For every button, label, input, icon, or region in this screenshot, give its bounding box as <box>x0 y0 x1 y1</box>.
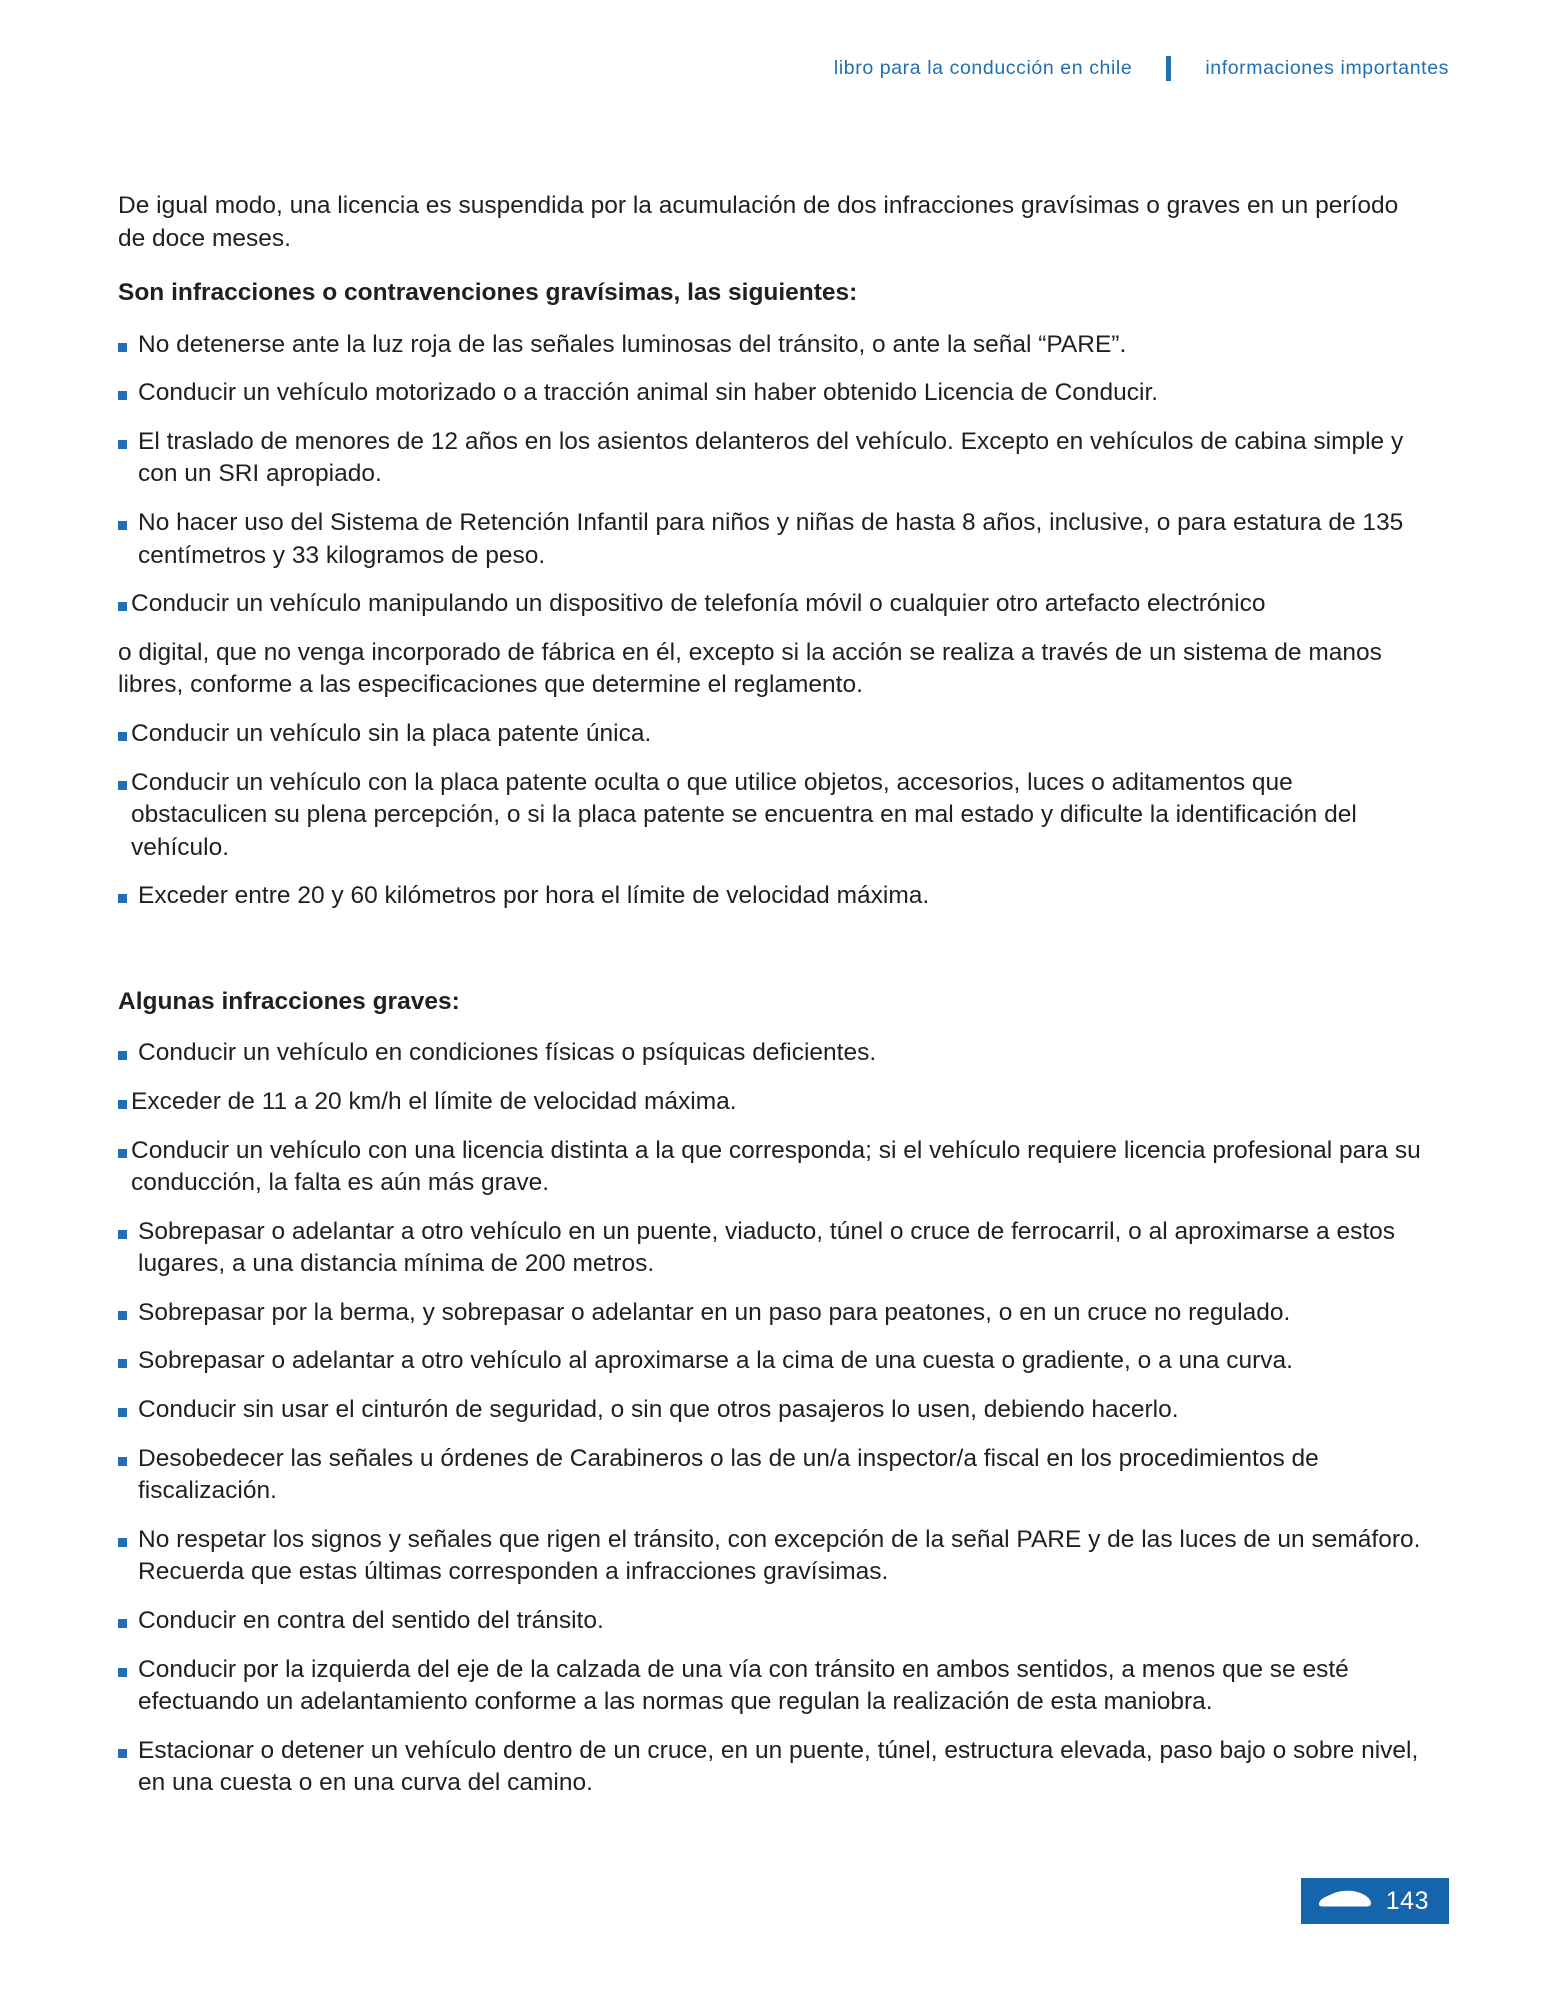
list-item-text: El traslado de menores de 12 años en los asientos delanteros del vehículo. Excepto en vehículos de cabina simple y con un SRI apropiado. <box>138 427 1404 488</box>
page-header <box>834 56 1449 81</box>
list-item-text: Conducir un vehículo manipulando un dispositivo de telefonía móvil o cualquier otro artefacto electrónico <box>131 590 1266 618</box>
list-item <box>118 1524 1430 1589</box>
intro-paragraph: De igual modo, una licencia es suspendida por la acumulación de dos infracciones gravísimas o graves en un período de doce meses. <box>118 192 1399 252</box>
list-gravisimas <box>118 329 1430 913</box>
list-item-text: Conducir un vehículo motorizado o a tracción animal sin haber obtenido Licencia de Conducir. <box>138 379 1159 407</box>
list-item-text: Sobrepasar o adelantar a otro vehículo al aproximarse a la cima de una cuesta o gradiente, o a una curva. <box>138 1347 1293 1375</box>
bullet-square-icon <box>118 732 127 741</box>
list-item-text: Exceder de 11 a 20 km/h el límite de velocidad máxima. <box>131 1087 737 1115</box>
list-item-text: Conducir un vehículo con una licencia distinta a la que corresponda; si el vehículo requiere licencia profesional para su conducción, la falta es aún más grave. <box>131 1136 1421 1197</box>
list-item <box>118 377 1430 410</box>
list-item <box>118 329 1430 362</box>
bullet-square-icon <box>118 1051 127 1060</box>
bullet-square-icon <box>118 781 127 790</box>
bullet-square-icon <box>118 1230 127 1239</box>
list-item <box>118 1037 1430 1070</box>
list-item-continuation <box>118 637 1430 702</box>
list-item <box>118 1394 1430 1427</box>
header-divider-icon <box>1166 56 1171 81</box>
heading-gravisimas: Son infracciones o contravenciones gravísimas, las siguientes: <box>118 279 858 307</box>
bullet-square-icon <box>118 1359 127 1368</box>
bullet-square-icon <box>118 391 127 400</box>
list-item <box>118 1135 1430 1200</box>
list-item <box>118 1216 1430 1281</box>
page-content <box>118 190 1430 1816</box>
bullet-square-icon <box>118 1149 127 1158</box>
header-book-title: libro para la conducción en chile <box>833 57 1133 79</box>
list-item-text: No hacer uso del Sistema de Retención Infantil para niños y niñas de hasta 8 años, inclusive, o para estatura de 135 centímetros y 33 kilogramos de peso. <box>138 509 1404 569</box>
list-item <box>118 588 1430 621</box>
car-icon <box>1317 1888 1373 1915</box>
list-item <box>118 1443 1430 1508</box>
list-item-text: Estacionar o detener un vehículo dentro de un cruce, en un puente, túnel, estructura elevada, paso bajo o sobre nivel, en una cuesta o en una curva del camino. <box>138 1736 1419 1797</box>
page-number-tab <box>1301 1878 1449 1924</box>
list-item-text: No detenerse ante la luz roja de las señales luminosas del tránsito, o ante la señal “PARE”. <box>138 330 1127 358</box>
list-item-text: Desobedecer las señales u órdenes de Carabineros o las de un/a inspector/a fiscal en los procedimientos de fiscalización. <box>138 1444 1319 1505</box>
list-item-text: No respetar los signos y señales que rigen el tránsito, con excepción de la señal PARE y de las luces de un semáforo. Recuerda que estas últimas corresponden a infracciones gravísimas. <box>138 1525 1421 1586</box>
bullet-square-icon <box>118 1668 127 1677</box>
bullet-square-icon <box>118 521 127 530</box>
list-item <box>118 1297 1430 1330</box>
bullet-square-icon <box>118 1457 127 1466</box>
list-item <box>118 507 1430 572</box>
bullet-square-icon <box>118 1538 127 1547</box>
list-item-text: Conducir en contra del sentido del tránsito. <box>138 1606 604 1634</box>
list-item-text: Sobrepasar o adelantar a otro vehículo en un puente, viaducto, túnel o cruce de ferrocarril, o al aproximarse a estos lugares, a una distancia mínima de 200 metros. <box>138 1217 1396 1278</box>
list-item <box>118 767 1430 865</box>
list-item-text: o digital, que no venga incorporado de fábrica en él, excepto si la acción se realiza a través de un sistema de manos libres, conforme a las especificaciones que determine el reglamento. <box>118 638 1382 699</box>
list-item <box>118 1735 1430 1800</box>
list-item-text: Conducir un vehículo con la placa patente oculta o que utilice objetos, accesorios, luces o aditamentos que obstaculicen su plena percepción, o si la placa patente se encuentra en mal estado y dificulte la identificación del vehículo. <box>131 768 1357 861</box>
bullet-square-icon <box>118 440 127 449</box>
list-graves <box>118 1037 1430 1799</box>
bullet-square-icon <box>118 343 127 352</box>
bullet-square-icon <box>118 602 127 611</box>
list-item-text: Sobrepasar por la berma, y sobrepasar o adelantar en un paso para peatones, o en un cruce no regulado. <box>138 1298 1291 1326</box>
bullet-square-icon <box>118 1749 127 1758</box>
list-item-text: Conducir por la izquierda del eje de la calzada de una vía con tránsito en ambos sentidos, a menos que se esté efectuando un adelantamiento conforme a las normas que regulan la realización de esta maniobra. <box>138 1655 1349 1716</box>
page-number: 143 <box>1385 1886 1429 1915</box>
bullet-square-icon <box>118 1408 127 1417</box>
list-item <box>118 426 1430 491</box>
list-item-text: Conducir un vehículo en condiciones físicas o psíquicas deficientes. <box>138 1039 877 1067</box>
bullet-square-icon <box>118 1311 127 1320</box>
list-item <box>118 1345 1430 1378</box>
bullet-square-icon <box>118 1619 127 1628</box>
heading-graves: Algunas infracciones graves: <box>118 987 460 1015</box>
header-section-title: informaciones importantes <box>1205 57 1449 79</box>
list-item <box>118 880 1430 913</box>
list-item-text: Conducir un vehículo sin la placa patente única. <box>131 719 652 747</box>
bullet-square-icon <box>118 894 127 903</box>
list-item-text: Conducir sin usar el cinturón de seguridad, o sin que otros pasajeros lo usen, debiendo hacerlo. <box>138 1396 1179 1424</box>
list-item <box>118 718 1430 751</box>
list-item-text: Exceder entre 20 y 60 kilómetros por hora el límite de velocidad máxima. <box>138 882 930 910</box>
list-item <box>118 1086 1430 1119</box>
list-item <box>118 1654 1430 1719</box>
bullet-square-icon <box>118 1100 127 1109</box>
list-item <box>118 1605 1430 1638</box>
